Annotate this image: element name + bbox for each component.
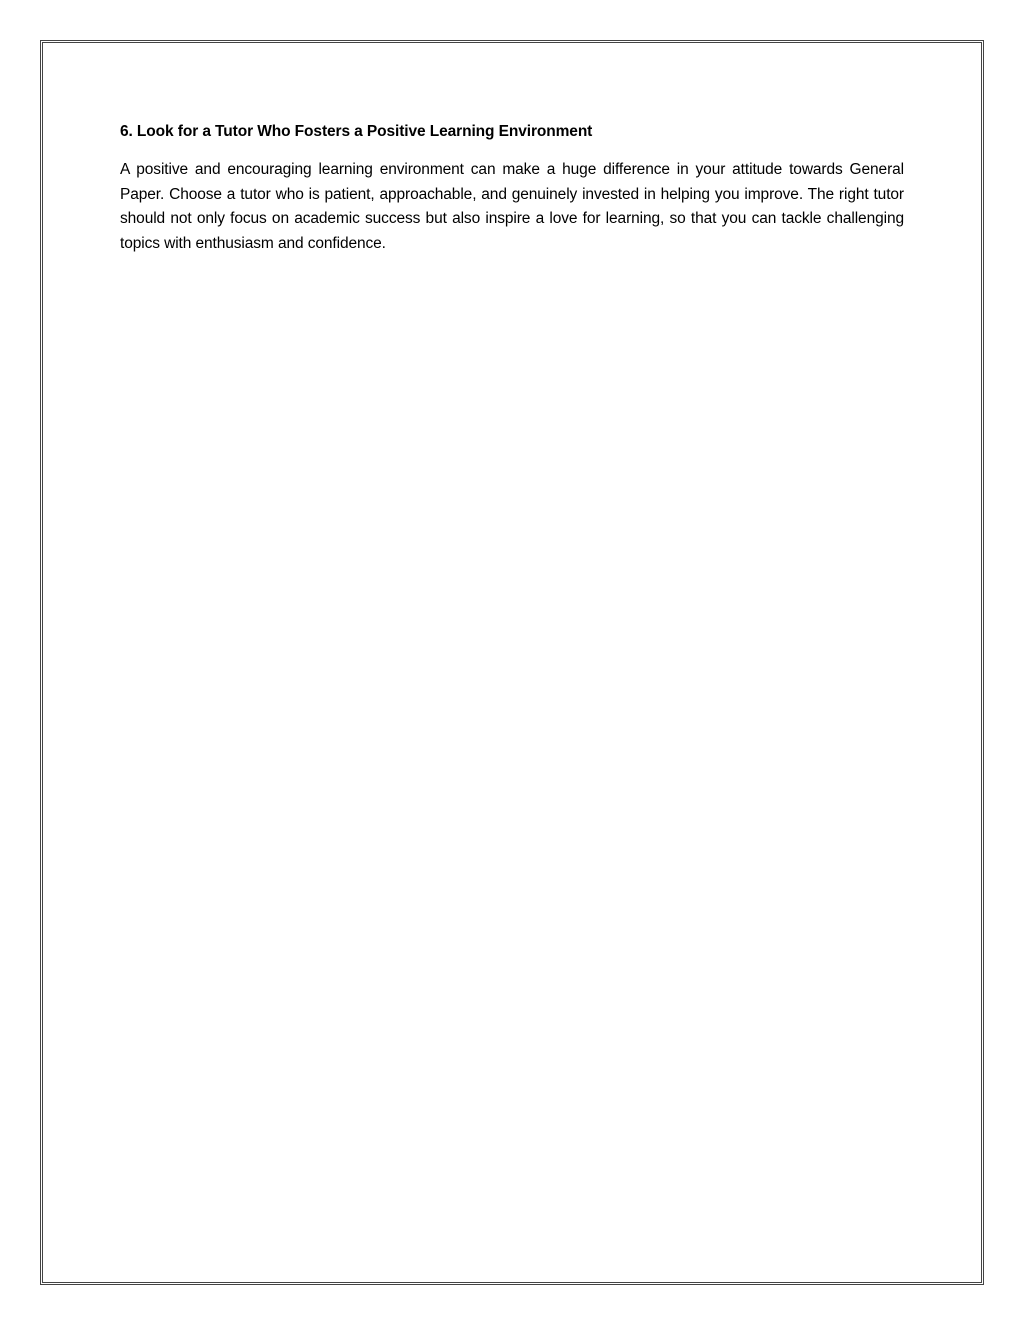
section-heading: 6. Look for a Tutor Who Fosters a Positive Learning Environment xyxy=(120,123,593,140)
section-paragraph: A positive and encouraging learning environment can make a huge difference in your attitude towards General Paper. Choose a tutor who is patient, approachable, and genuinely invested in helping you improve. The right tutor should not only focus on academic success but also inspire a love for learning, so that you can tackle challenging topics with enthusiasm and confidence. xyxy=(120,161,904,252)
document-content xyxy=(120,120,904,256)
